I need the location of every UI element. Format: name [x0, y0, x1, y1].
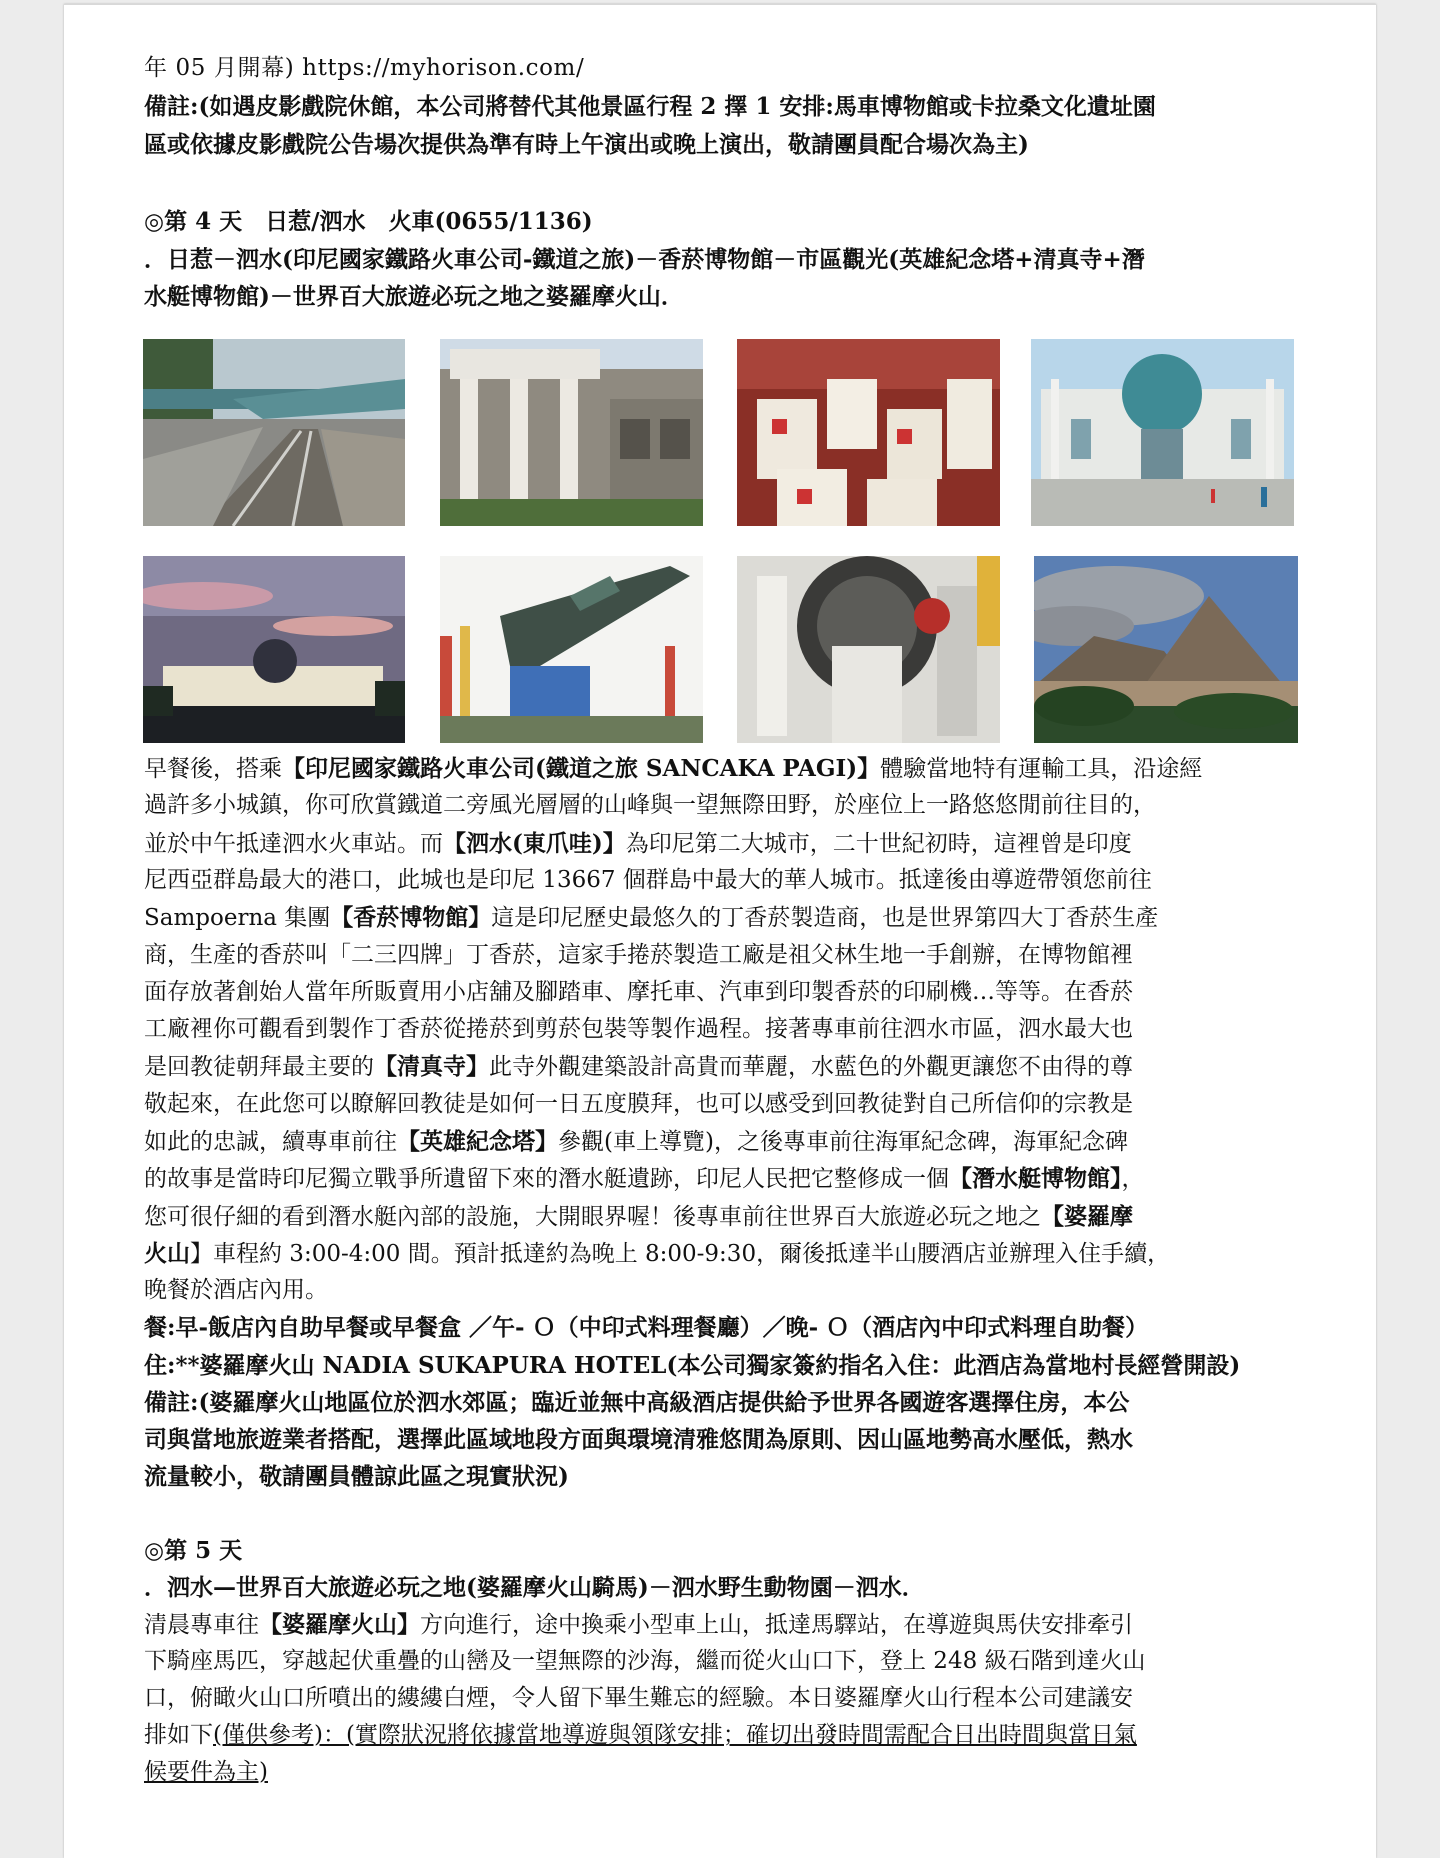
- day4-body-line: [144, 1086, 1304, 1123]
- text-run: 】車程約 3:00-4:00 間。預計抵達約為晚上 8:00-9:30，爾後抵達半山腰酒店並辦理入住手續，: [190, 1241, 1171, 1267]
- text-run: 的故事是當時印尼獨立戰爭所遺留下來的潛水艇遺跡，印尼人民把它整修成一個: [144, 1166, 949, 1192]
- text-run: ，: [1121, 1166, 1145, 1192]
- day4-meals: 餐:早-飯店內自助早餐或早餐盒 ／午- Ｏ（中印式料理餐廳）／晚- Ｏ（酒店內中印式料理自助餐）: [144, 1314, 1149, 1341]
- day4-note-line-2: 司與當地旅遊業者搭配，選擇此區域地段方面與環境清雅悠閒為原則、因山區地勢高水壓低，熱水: [144, 1426, 1133, 1453]
- text-run: 方向進行，途中換乘小型車上山，抵達馬驛站，在導遊與馬伕安排牽引: [420, 1612, 1133, 1638]
- day4-heading: ◎第 4 天 日惹/泗水 火車(0655/1136): [144, 208, 593, 235]
- text-run: 此寺外觀建築設計高貴而華麗，水藍色的外觀更讓您不由得的尊: [489, 1054, 1133, 1080]
- text-run: 晚餐於酒店內用。: [144, 1277, 328, 1303]
- day4-body-line: [144, 1011, 1304, 1048]
- day4-body-line: [144, 1272, 1304, 1309]
- mosque-photo: [1031, 339, 1294, 526]
- text-run: 敬起來，在此您可以瞭解回教徒是如何一日五度膜拜，也可以感受到回教徒對自己所信仰的宗教是: [144, 1091, 1133, 1117]
- day4-body-line: [144, 862, 1304, 899]
- day4-hotel: 住:**婆羅摩火山 NADIA SUKAPURA HOTEL(本公司獨家簽約指名入住：此酒店為當地村長經營開設): [144, 1352, 1241, 1379]
- day4-note-line-1: 備註:(婆羅摩火山地區位於泗水郊區；臨近並無中高級酒店提供給予世界各國遊客選擇住房，本公: [144, 1389, 1130, 1416]
- day4-body-line: [144, 937, 1304, 974]
- day4-body-line: [144, 825, 1304, 863]
- text-run: 商，生產的香菸叫「二三四牌」丁香菸，這家手捲菸製造工廠是祖父林生地一手創辦，在博物館裡: [144, 942, 1133, 968]
- text-run: 早餐後，搭乘: [144, 756, 282, 782]
- text-run: 體驗當地特有運輸工具，沿途經: [880, 756, 1203, 782]
- day5-body-line-5: 候要件為主): [144, 1759, 268, 1785]
- text-run: 尼西亞群島最大的港口，此城也是印尼 13667 個群島中最大的華人城市。抵達後由導遊帶領您前往: [144, 867, 1152, 893]
- day4-route-line-1: ．日惹－泗水(印尼國家鐵路火車公司-鐵道之旅)－香菸博物館－市區觀光(英雄紀念塔+清真寺+潛: [144, 246, 1145, 273]
- day4-body-line: [144, 787, 1304, 824]
- day4-body-line: [144, 1123, 1304, 1161]
- text-run: 工廠裡你可觀看到製作丁香菸從捲菸到剪菸包裝等製作過程。接著專車前往泗水市區，泗水最大也: [144, 1016, 1133, 1042]
- top-note-line-2: 區或依據皮影戲院公告場次提供為準有時上午演出或晚上演出，敬請團員配合場次為主): [144, 131, 1029, 158]
- highlight-run: 火山: [144, 1240, 190, 1267]
- day4-body-line: [144, 750, 1304, 788]
- day4-body-line: [144, 974, 1304, 1011]
- text-run: 這是印尼歷史最悠久的丁香菸製造商，也是世界第四大丁香菸生產: [491, 905, 1159, 931]
- submarine-interior-photo: [737, 556, 1000, 743]
- text-run: 為印尼第二大城市，二十世紀初時，這裡曾是印度: [625, 831, 1132, 857]
- day5-route: ．泗水—世界百大旅遊必玩之地(婆羅摩火山騎馬)－泗水野生動物園－泗水．: [144, 1574, 925, 1601]
- museum-building-photo: [440, 339, 703, 526]
- highlight-run: 【印尼國家鐵路火車公司(鐵道之旅 SANCAKA PAGI)】: [282, 755, 881, 782]
- bromo-volcano-photo: [1034, 556, 1298, 743]
- text-run: 並於中午抵達泗水火車站。而: [144, 831, 443, 857]
- text-run: 排如下: [144, 1722, 213, 1748]
- text-run: 參觀(車上導覽)，之後專車前往海軍紀念碑，海軍紀念碑: [558, 1129, 1128, 1155]
- day5-heading: ◎第 5 天: [144, 1537, 243, 1564]
- day4-body-line: [144, 899, 1304, 937]
- day4-body-line: [144, 1198, 1304, 1236]
- day4-body-line: [144, 1048, 1304, 1086]
- top-note-line-1: 備註:(如遇皮影戲院休館，本公司將替代其他景區行程 2 擇 1 安排:馬車博物館或卡拉桑文化遺址園: [144, 93, 1156, 120]
- reference-note: (僅供參考)：(實際狀況將依據當地導遊與領隊安排；確切出發時間需配合日出時間與當日氣: [213, 1722, 1137, 1748]
- cigarette-boxes-photo: [737, 339, 1000, 526]
- highlight-run: 【清真寺】: [374, 1053, 489, 1080]
- text-run: 面存放著創始人當年所販賣用小店舖及腳踏車、摩托車、汽車到印製香菸的印刷機…等等。在香菸: [144, 979, 1133, 1005]
- day5-body-line-1: [144, 1606, 1304, 1644]
- day4-body-line: [144, 1235, 1304, 1273]
- day5-body-line-2: 下騎座馬匹，穿越起伏重疊的山巒及一望無際的沙海，繼而從火山口下，登上 248 級石階到達火山: [144, 1648, 1146, 1674]
- day4-route-line-2: 水艇博物館)－世界百大旅遊必玩之地之婆羅摩火山．: [144, 283, 684, 310]
- highlight-run: 【香菸博物館】: [330, 904, 492, 931]
- day5-body-line-4: [144, 1717, 1304, 1754]
- train-station-photo: [143, 339, 405, 526]
- text-run: 是回教徒朝拜最主要的: [144, 1054, 374, 1080]
- text-run: 您可很仔細的看到潛水艇內部的設施，大開眼界喔！後專車前往世界百大旅遊必玩之地之: [144, 1204, 1041, 1230]
- highlight-run: 【婆羅摩: [1041, 1203, 1133, 1230]
- highlight-run: 【潛水艇博物館】: [949, 1165, 1122, 1192]
- submarine-photo: [440, 556, 703, 743]
- text-run: 如此的忠誠，續專車前往: [144, 1129, 397, 1155]
- highlight-run: 【英雄紀念塔】: [397, 1128, 558, 1155]
- text-run: 清晨專車往: [144, 1612, 259, 1638]
- highlight-run: 【泗水(東爪哇)】: [443, 830, 626, 857]
- monument-dusk-photo: [143, 556, 405, 743]
- day4-body-line: [144, 1160, 1304, 1198]
- text-run: 過許多小城鎮，你可欣賞鐵道二旁風光層層的山峰與一望無際田野，於座位上一路悠悠閒前往目的，: [144, 792, 1156, 818]
- day5-body-line-3: 口，俯瞰火山口所噴出的縷縷白煙，令人留下畢生難忘的經驗。本日婆羅摩火山行程本公司建議安: [144, 1685, 1133, 1711]
- bromo-highlight: 【婆羅摩火山】: [259, 1611, 420, 1638]
- top-line-url: 年 05 月開幕) https://myhorison.com/: [144, 55, 585, 81]
- text-run: Sampoerna 集團: [144, 905, 331, 931]
- day4-note-line-3: 流量較小，敬請團員體諒此區之現實狀況): [144, 1463, 569, 1490]
